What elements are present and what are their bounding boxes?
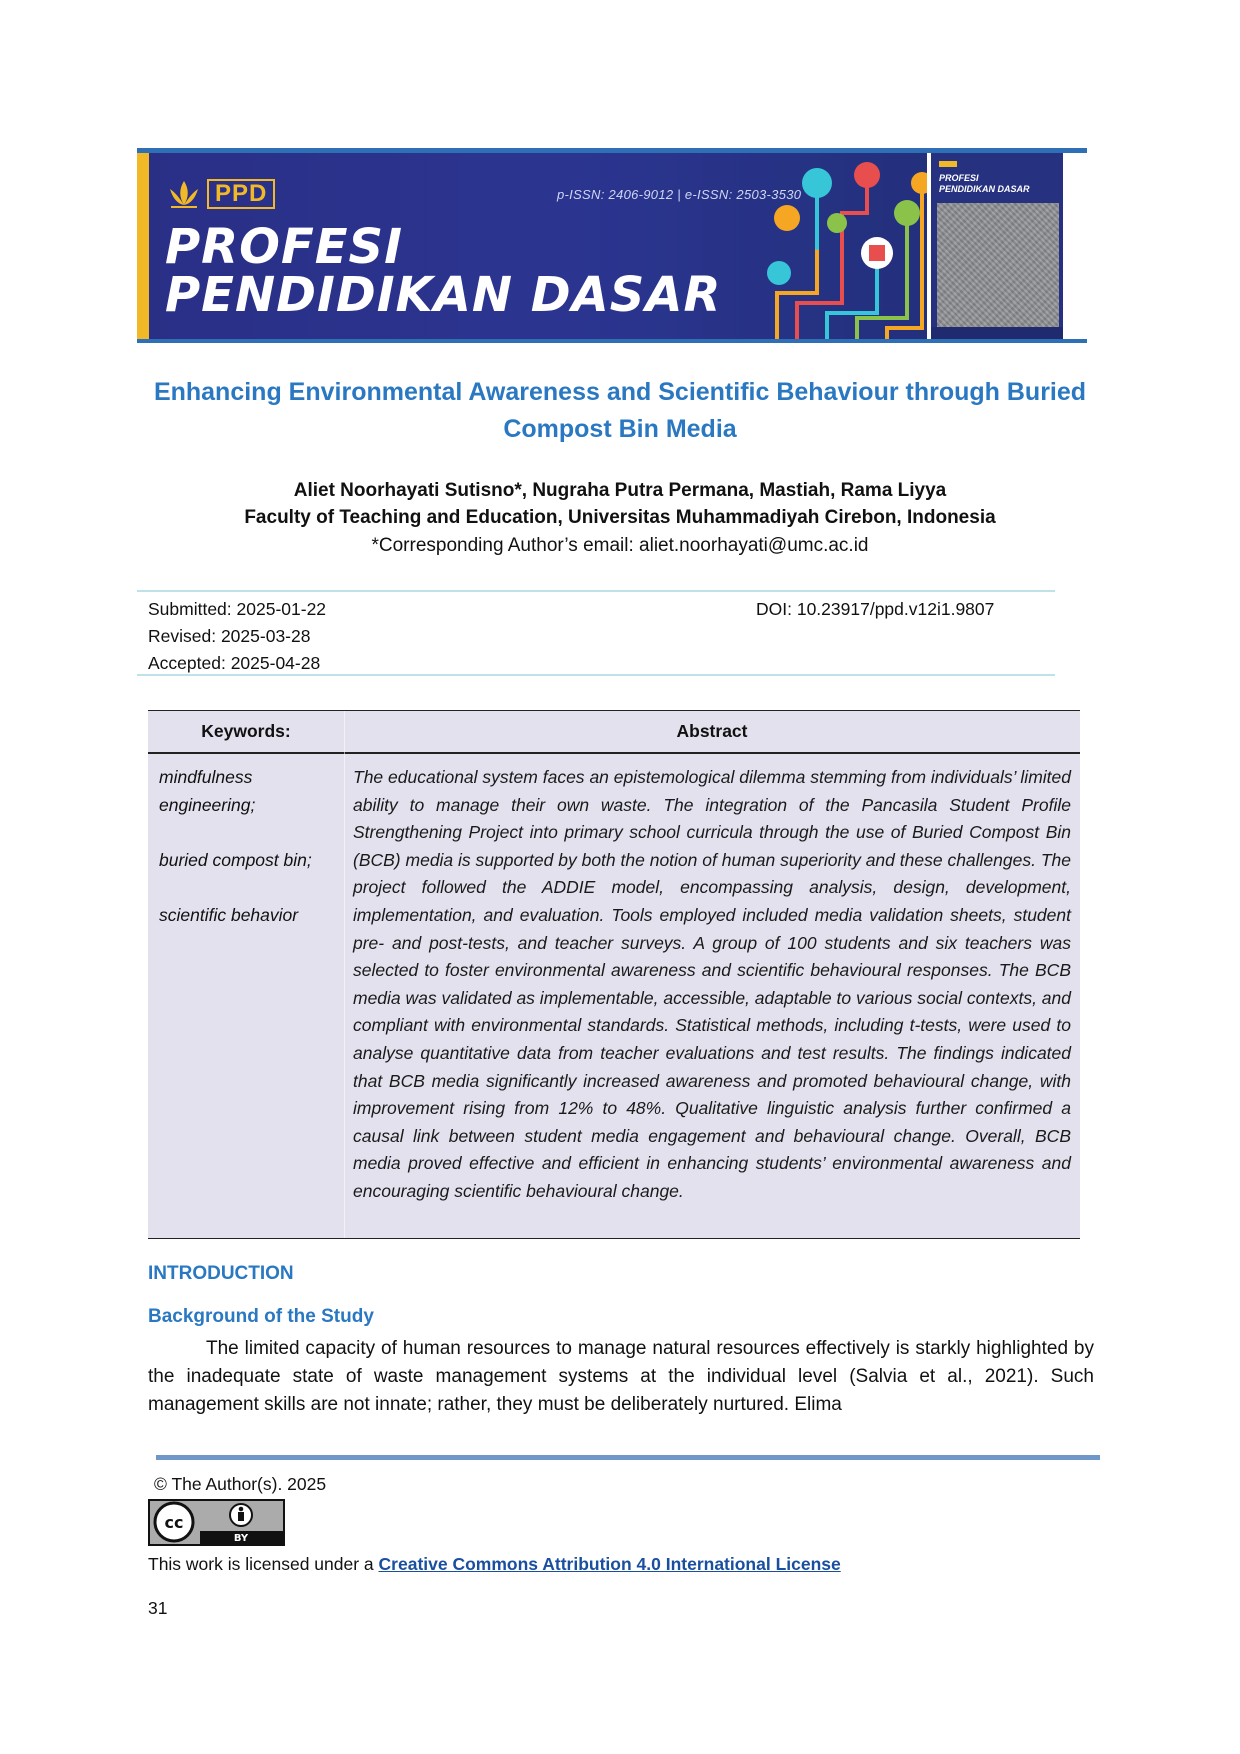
lotus-icon bbox=[167, 179, 201, 209]
journal-name-line1: PROFESI bbox=[165, 219, 403, 275]
banner-gold-stripe bbox=[137, 153, 149, 339]
cover-image bbox=[937, 203, 1059, 328]
abstract-text: The educational system faces an epistemological dilemma stemming from individuals’ limited ability to manage their own waste. The integration of the Pancasila Student Profile Strengthening Project into primary school curricula through the use of Buried Compost Bin (BCB) media is supported by both the notion of human superiority and these challenges. The project followed the ADDIE model, encompassing analysis, design, development, implementation, and evaluation. Tools employed included media validation sheets, student pre- and post-tests, and teacher surveys. A group of 100 students and six teachers was selected to foster environmental awareness and scientific behavioural responses. The BCB media was validated as implementable, accessible, adaptable to various social contexts, and compliant with environmental standards. Statistical methods, including t-tests, were used to analyse quantitative data from teacher evaluations and test results. The findings indicated that BCB media significantly increased awareness and promoted behavioural change, with improvement rising from 12% to 48%. Qualitative linguistic analysis further confirmed a causal link between student media engagement and behavioural change. Overall, BCB media proved effective and efficient in enhancing students’ environmental awareness and encouraging scientific behavioural change. bbox=[353, 767, 1071, 1201]
cover-title bbox=[939, 173, 1030, 195]
footer-rule bbox=[156, 1455, 1100, 1460]
journal-logo bbox=[167, 179, 275, 209]
creative-commons-icon bbox=[150, 1501, 283, 1544]
journal-name-line2: PENDIDIKAN DASAR bbox=[165, 267, 722, 323]
keywords-header: Keywords: bbox=[201, 721, 291, 741]
abstract-table bbox=[148, 710, 1080, 1239]
cover-title-line2: PENDIDIKAN DASAR bbox=[939, 184, 1030, 194]
corresponding-email: *Corresponding Author’s email: aliet.noorhayati@umc.ac.id bbox=[371, 535, 869, 556]
copyright-notice: © The Author(s). 2025 bbox=[154, 1474, 327, 1494]
keyword-item: mindfulness engineering; bbox=[159, 767, 256, 815]
dates-bottom-rule bbox=[137, 674, 1055, 676]
keyword-item: buried compost bin; bbox=[159, 849, 312, 870]
affiliation: Faculty of Teaching and Education, Universitas Muhammadiyah Cirebon, Indonesia bbox=[244, 507, 996, 528]
revised-date: Revised: 2025-03-28 bbox=[148, 626, 311, 646]
cc-by-label: BY bbox=[233, 1533, 249, 1544]
license-statement bbox=[148, 1554, 841, 1575]
cc-label: cc bbox=[164, 1513, 184, 1532]
education-circuit-icon bbox=[757, 153, 927, 339]
page-number: 31 bbox=[148, 1598, 168, 1618]
keyword-list bbox=[159, 764, 339, 957]
table-header-rule bbox=[148, 752, 1080, 754]
submitted-date: Submitted: 2025-01-22 bbox=[148, 599, 327, 619]
submission-dates bbox=[148, 596, 326, 677]
body-paragraph: The limited capacity of human resources to manage natural resources effectively is starkly highlighted by the inadequate state of waste management systems at the individual level (Salvia et al., 2021). Such management skills are not innate; rather, they must be deliberately nurtured. Elima bbox=[148, 1338, 1094, 1415]
keyword-item: scientific behavior bbox=[159, 904, 299, 925]
issn-text: p-ISSN: 2406-9012 | e-ISSN: 2503-3530 bbox=[557, 187, 802, 202]
logo-text: PPD bbox=[207, 179, 275, 209]
abstract-header: Abstract bbox=[676, 721, 748, 741]
cover-bottom-stripe bbox=[931, 327, 1063, 339]
journal-cover-thumbnail bbox=[928, 153, 1063, 339]
column-separator bbox=[344, 711, 345, 1238]
license-prefix: This work is licensed under a bbox=[148, 1554, 379, 1574]
cover-logo-mark bbox=[939, 161, 957, 167]
banner-bottom-rule bbox=[137, 339, 1087, 343]
journal-banner bbox=[137, 153, 927, 339]
author-list: Aliet Noorhayati Sutisno*, Nugraha Putra Permana, Mastiah, Rama Liyya bbox=[293, 480, 947, 501]
cover-title-line1: PROFESI bbox=[939, 173, 979, 183]
paper-title: Enhancing Environmental Awareness and Scientific Behaviour through Buried Compost Bin Media bbox=[153, 378, 1087, 443]
accepted-date: Accepted: 2025-04-28 bbox=[148, 653, 321, 673]
dates-top-rule bbox=[137, 590, 1055, 592]
subsection-heading: Background of the Study bbox=[148, 1306, 374, 1327]
section-heading: INTRODUCTION bbox=[148, 1263, 294, 1284]
license-link[interactable]: Creative Commons Attribution 4.0 International License bbox=[378, 1554, 841, 1574]
cc-by-badge[interactable] bbox=[148, 1499, 285, 1546]
doi: DOI: 10.23917/ppd.v12i1.9807 bbox=[756, 599, 995, 619]
